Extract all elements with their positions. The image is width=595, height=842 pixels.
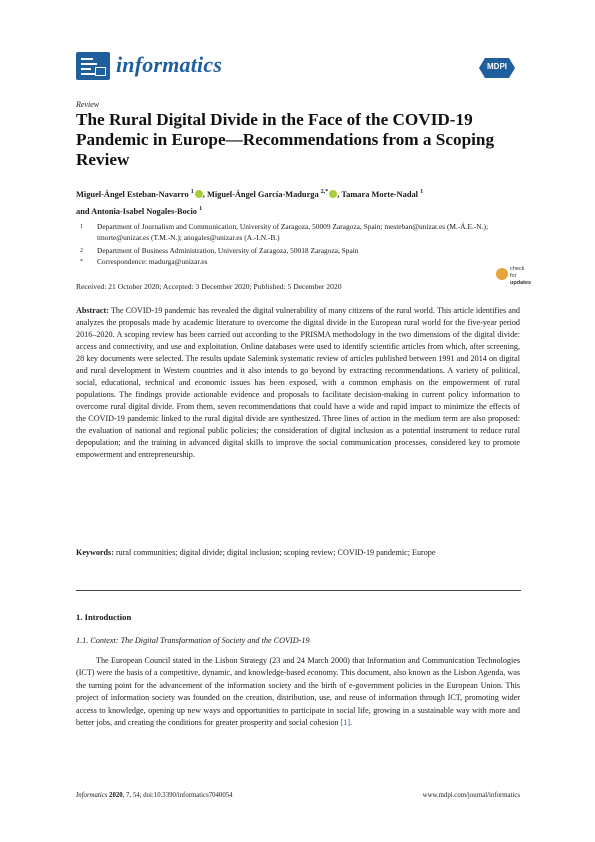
author-affiliation-marker: 2,*: [320, 189, 329, 195]
author-affiliation-marker: 1: [420, 189, 424, 195]
check-updates-icon: [496, 268, 508, 280]
footer-year: 2020: [109, 792, 123, 799]
orcid-icon[interactable]: [195, 190, 203, 198]
footer-citation: [76, 792, 233, 799]
correspondence-text: Correspondence: madurga@unizar.es: [97, 257, 208, 266]
mdpi-logo-icon: [479, 58, 515, 78]
affiliation-number: 1: [80, 224, 83, 230]
author-name: Antonia-Isabel Nogales-Bocio: [91, 206, 197, 216]
publisher-logo-text: MDPI: [487, 62, 507, 71]
author-name: Miguel-Ángel García-Madurga: [206, 189, 319, 199]
author-affiliation-marker: 1: [199, 205, 203, 212]
footer-volume: , 7, 54; doi:10.3390/informatics7040054: [122, 792, 233, 799]
affiliation: [76, 222, 521, 244]
body-paragraph: [76, 655, 520, 729]
abstract-label: Abstract:: [76, 306, 109, 315]
keywords-text: rural communities; digital divide; digital inclusion; scoping review; COVID-19 pandemic; Europe: [115, 548, 436, 557]
journal-logo-icon: [76, 52, 110, 80]
correspondence: [76, 257, 521, 268]
affiliation-number: 2: [80, 248, 83, 254]
section-heading: 1. Introduction: [76, 612, 132, 622]
article-title: The Rural Digital Divide in the Face of the COVID-19 Pandemic in Europe—Recommendations from a Scoping Review: [76, 110, 495, 169]
abstract-text: The COVID-19 pandemic has revealed the digital vulnerability of many citizens of the rural world. This article identifies and analyzes the proposals made by academic literature to overcome the digital divide in the European rural world for the five-year period 2016–2020. A scoping review has been carried out according to the PRISMA methodology in the two dimensions of the digital divide: access and connectivity, and use and exploitation. Online databases were used to identify scientific articles from which, after screening, 28 key documents were selected. The results update Salemink systematic review of articles published between 1991 and 2014 on digital and rural development in Western countries and it also intends to go beyond by extracting recommendations. A variety of political, social, educational, technical and economic issues has been exposed, with a common emphasis on the empowerment of rural populations. The findings provide actionable evidence and proposals to facilitate decision-making in current policy information to overcome rural digital divide. From them, seven recommendations that could have a wide and rapid impact to minimize the effects of the COVID-19 pandemic linked to the rural digital divide are synthesized. Three lines of action in the medium term are also proposed: the evaluation of national and regional public policies; the consideration of digital inclusion as a potential instrument to reduce rural depopulation; and the training in advanced digital skills to improve the social communication processes, considered key to promote empowerment and entrepreneurship.: [76, 306, 520, 459]
citation-link[interactable]: [1]: [340, 718, 351, 728]
abstract: [76, 305, 520, 461]
affiliation-text: Department of Journalism and Communication, University of Zaragoza, 50009 Zaragoza, Spain; mesteban@unizar.es (M.-Á.E.-N.); tmorte@unizar.es (T.M.-N.); anogales@unizar.es (A.-I.N.-B.): [97, 222, 489, 242]
author-list: Miguel-Ángel Esteban-Navarro $^1$ , Miguel-Ángel García-Madurga $^{2,*}$ , Tamara Morte-Nadal $^1$ and Antonia-Isabel Nogales-Bocio $^1$: [76, 189, 424, 216]
check-for-updates-badge[interactable]: [496, 266, 532, 290]
journal-name: informatics: [116, 52, 223, 77]
affiliation: [76, 246, 521, 257]
footer-url[interactable]: www.mdpi.com/journal/informatics: [422, 792, 520, 799]
author-affiliation-marker: 1: [190, 189, 194, 195]
subsection-heading: 1.1. Context: The Digital Transformation of Society and the COVID-19: [76, 636, 310, 645]
author-name: Miguel-Ángel Esteban-Navarro: [76, 189, 189, 199]
check-updates-label: check for updates: [510, 266, 532, 286]
publication-dates: Received: 21 October 2020; Accepted: 3 December 2020; Published: 5 December 2020: [76, 282, 342, 291]
keywords-label: Keywords:: [76, 548, 114, 557]
affiliation-number: *: [80, 259, 83, 265]
paragraph-text: The European Council stated in the Lisbon Strategy (23 and 24 March 2000) that Information and Communication Technologies (ICT) were the basis of a competitive, dynamic, and knowledge-based economy. This document, also known as the Lisbon Agenda, was the turning point for the advancement of the information society and the birth of e-government policies in the European Union. This project of information society was founded on the creation, distribution, use, and reuse of information through ICT, promoting wider access to knowledge, opening up new ways and opportunities to participate in social life, growing in a sustainable way with more and better jobs, and creating the conditions for greater prosperity and social cohesion: [76, 656, 520, 728]
author-name: Tamara Morte-Nadal: [341, 189, 419, 199]
affiliation-text: Department of Business Administration, University of Zaragoza, 50018 Zaragoza, Spain: [97, 246, 359, 255]
keywords: [76, 547, 520, 559]
article-type: Review: [76, 100, 100, 109]
paragraph-end: .: [350, 718, 353, 728]
orcid-icon[interactable]: [329, 190, 337, 198]
section-divider: [76, 590, 521, 591]
footer-journal: Informatics: [76, 792, 108, 799]
